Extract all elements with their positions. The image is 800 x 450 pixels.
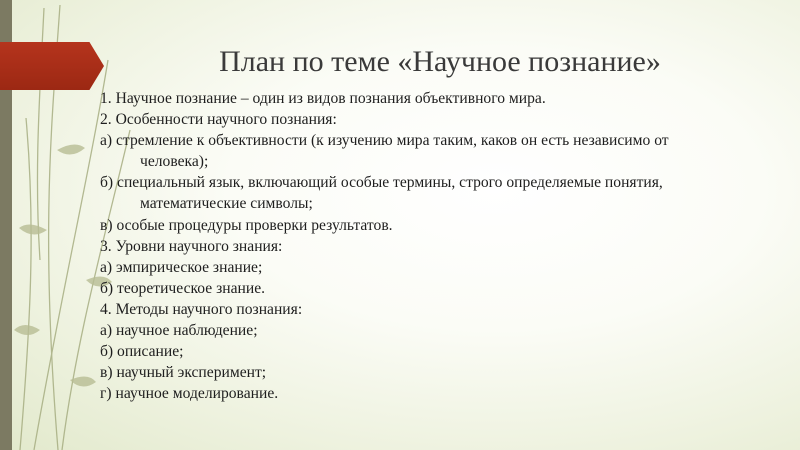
content-line: а) стремление к объективности (к изучению мира таким, каков он есть независимо от	[100, 132, 669, 150]
content-line: в) особые процедуры проверки результатов.	[100, 216, 393, 234]
content-line: б) специальный язык, включающий особые термины, строго определяемые понятия,	[100, 174, 663, 192]
content-line: г) научное моделирование.	[100, 385, 279, 403]
content-line: б) описание;	[100, 343, 184, 361]
content-line: б) теоретическое знание.	[100, 279, 266, 297]
title-accent-tab	[0, 42, 104, 90]
content-line: в) научный эксперимент;	[100, 364, 267, 382]
content-line: а) научное наблюдение;	[100, 322, 258, 340]
content-line: 2. Особенности научного познания:	[100, 111, 337, 129]
slide-title: План по теме «Научное познание»	[219, 45, 661, 78]
slide-content	[100, 89, 740, 405]
content-line-continuation: человека);	[140, 153, 209, 171]
content-line: 3. Уровни научного знания:	[100, 237, 283, 255]
content-line-continuation: математические символы;	[140, 195, 313, 213]
content-line: а) эмпирическое знание;	[100, 258, 263, 276]
content-line: 4. Методы научного познания:	[100, 300, 303, 318]
content-line: 1. Научное познание – один из видов познания объективного мира.	[100, 90, 546, 107]
